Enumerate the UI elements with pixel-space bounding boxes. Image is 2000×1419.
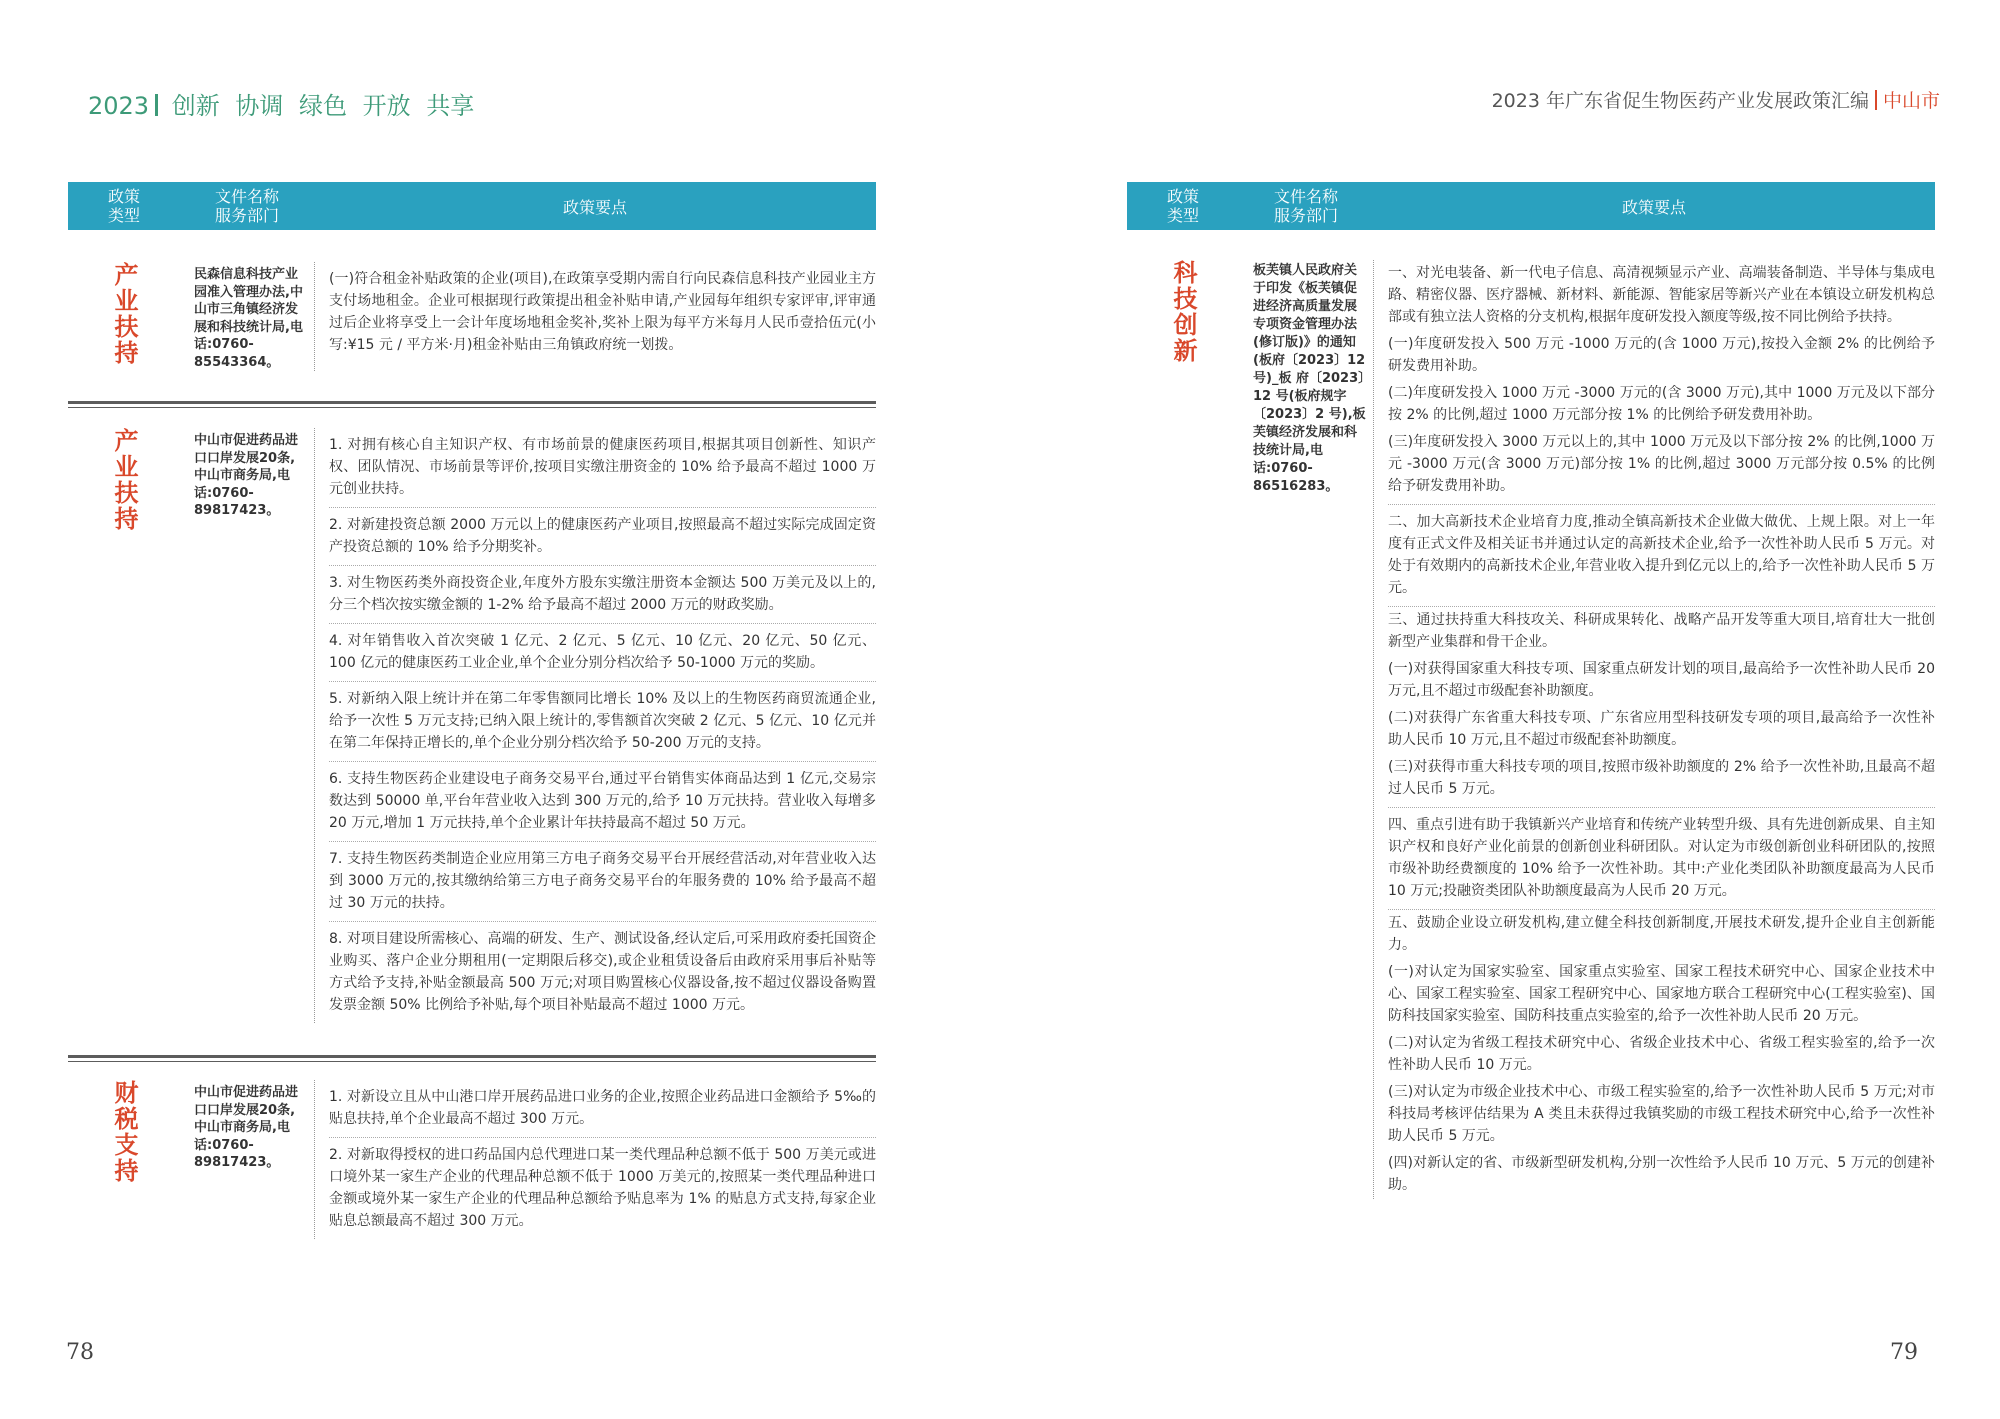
policy-point: 二、加大高新技术企业培育力度,推动全镇高新技术企业做大做优、上规上限。对上一年度有正式文件及相关证书并通过认定的高新技术企业,给予一次性补助人民币 5 万元。对处于有效期内的高新技术企业,年营业收入提升到亿元以上的,给予一次性补助人民币 5 万元。 [1388, 505, 1935, 607]
policy-point: 五、鼓励企业设立研发机构,建立健全科技创新制度,开展技术研发,提升企业自主创新能力。 [1388, 915, 1935, 953]
policy-point: 一、对光电装备、新一代电子信息、高清视频显示产业、高端装备制造、半导体与集成电路、精密仪器、医疗器械、新材料、新能源、智能家居等新兴产业在本镇设立研发机构总部或有独立法人资格的分支机构,根据年度研发投入额度等级,按不同比例给予扶持。 [1388, 265, 1935, 325]
policy-point: (三)对获得市重大科技专项的项目,按照市级补助额度的 2% 给予一次性补助,且最高不超过人民币 5 万元。 [1388, 754, 1935, 808]
slogan-word: 协调 [235, 92, 284, 120]
header-book-title: 2023 年广东省促生物医药产业发展政策汇编 [1491, 90, 1869, 112]
policy-point: (一)对获得国家重大科技专项、国家重点研发计划的项目,最高给予一次性补助人民币 20 万元,且不超过市级配套补助额度。 [1388, 661, 1935, 699]
file-name: 板芙镇人民政府关于印发《板芙镇促进经济高质量发展专项资金管理办法(修订版)》的通知(板府〔2023〕12 号)_板 府〔2023〕12 号(板府规字〔2023〕2 号),板芙镇经济发展和科技统计局,电话:0760-86516283。 [1253, 263, 1366, 494]
policy-type-cell [68, 262, 180, 371]
policy-group [68, 262, 876, 389]
header-slogan [172, 92, 483, 120]
policy-point: (一)符合租金补贴政策的企业(项目),在政策享受期内需自行向民森信息科技产业园业主方支付场地租金。企业可根据现行政策提出租金补贴申请,产业园每年组织专家评审,评审通过后企业将享受上一会计年度场地租金奖补,奖补上限为每平方米每月人民币壹拾伍元(小写:¥15 元 / 平方米·月)租金补贴由三角镇政府统一划拨。 [329, 271, 876, 353]
header-policy-type: 政策 类型 [107, 187, 140, 225]
header-file-name: 文件名称 服务部门 [214, 187, 279, 225]
policy-point: (一)对认定为国家实验室、国家重点实验室、国家工程技术研究中心、国家企业技术中心、国家工程实验室、国家工程研究中心、国家地方联合工程研究中心(工程实验室)、国防科技国家实验室、国防科技重点实验室的,给予一次性补助人民币 20 万元。 [1388, 964, 1935, 1024]
policy-point: 2. 对新建投资总额 2000 万元以上的健康医药产业项目,按照最高不超过实际完成固定资产投资总额的 10% 给予分期奖补。 [329, 508, 876, 566]
policy-point: 1. 对拥有核心自主知识产权、有市场前景的健康医药项目,根据其项目创新性、知识产权、团队情况、市场前景等评价,按项目实缴注册资金的 10% 给予最高不超过 1000 万元创业扶持。 [329, 428, 876, 508]
header-city: 中山市 [1882, 90, 1940, 112]
policy-point: 6. 支持生物医药企业建设电子商务交易平台,通过平台销售实体商品达到 1 亿元,交易宗数达到 50000 单,平台年营业收入达到 300 万元的,给予 10 万元扶持。营业收入每增多 20 万元,增加 1 万元扶持,单个企业累计年扶持最高不超过 50 万元。 [329, 762, 876, 842]
header-policy-type: 政策 类型 [1166, 187, 1199, 225]
page-number-left: 78 [66, 1340, 94, 1365]
policy-points [314, 262, 876, 371]
policy-type: 产业扶持 [110, 428, 138, 532]
policy-point: 5. 对新纳入限上统计并在第二年零售额同比增长 10% 及以上的生物医药商贸流通企业,给予一次性 5 万元支持;已纳入限上统计的,零售额首次突破 2 亿元、5 亿元、10 亿元并在第二年保持正增长的,单个企业分别分档次给予 50-200 万元的支持。 [329, 682, 876, 762]
slogan-word: 共享 [426, 92, 475, 120]
file-name: 中山市促进药品进口口岸发展20条,中山市商务局,电话:0760-89817423。 [194, 433, 299, 518]
header-divider [155, 94, 158, 116]
header-file-name: 文件名称 服务部门 [1273, 187, 1338, 225]
policy-group [1127, 260, 1935, 1199]
file-name: 中山市促进药品进口口岸发展20条,中山市商务局,电话:0760-89817423。 [194, 1085, 299, 1170]
file-name: 民森信息科技产业园准入管理办法,中山市三角镇经济发展和科技统计局,电话:0760-85543364。 [194, 267, 303, 370]
policy-type-cell [68, 1080, 180, 1239]
table-header [1127, 182, 1935, 230]
header-policy-points: 政策要点 [562, 197, 627, 217]
policy-group [68, 401, 876, 1041]
policy-points [314, 428, 876, 1023]
header-year: 2023 [88, 92, 150, 120]
policy-point: (三)年度研发投入 3000 万元以上的,其中 1000 万元及以下部分按 2% 的比例,1000 万元 -3000 万元(含 3000 万元)部分按 1% 的比例,超过 3000 万元部分按 0.5% 的比例给予研发费用补助。 [1388, 429, 1935, 505]
policy-point: 3. 对生物医药类外商投资企业,年度外方股东实缴注册资本金额达 500 万美元及以上的,分三个档次按实缴金额的 1-2% 给予最高不超过 2000 万元的财政奖励。 [329, 566, 876, 624]
policy-type-cell [68, 428, 180, 1023]
page-number-right: 79 [1890, 1340, 1918, 1365]
policy-point: 四、重点引进有助于我镇新兴产业培育和传统产业转型升级、具有先进创新成果、自主知识产权和良好产业化前景的创新创业科研团队。对认定为市级创新创业科研团队的,按照市级补助经费额度的 10% 给予一次性补助。其中:产业化类团队补助额度最高为人民币 10 万元;投融资类团队补助额度最高为人民币 20 万元。 [1388, 808, 1935, 910]
left-page [68, 182, 876, 1239]
policy-type: 财税支持 [110, 1080, 138, 1184]
policy-group [68, 1055, 876, 1239]
slogan-word: 创新 [171, 92, 220, 120]
slogan-word: 绿色 [299, 92, 347, 120]
policy-points [314, 1080, 876, 1239]
policy-point: (二)对获得广东省重大科技专项、广东省应用型科技研发专项的项目,最高给予一次性补助人民币 10 万元,且不超过市级配套补助额度。 [1388, 710, 1935, 748]
policy-type-cell [1127, 260, 1239, 1199]
table-header [68, 182, 876, 230]
policy-point: (三)对认定为市级企业技术中心、市级工程实验室的,给予一次性补助人民币 5 万元;对市科技局考核评估结果为 A 类且未获得过我镇奖励的市级工程技术研究中心,给予一次性补助人民币 5 万元。 [1388, 1084, 1935, 1144]
header-policy-points: 政策要点 [1621, 197, 1686, 217]
right-page [1127, 182, 1935, 1199]
policy-point: (一)年度研发投入 500 万元 -1000 万元的(含 1000 万元),按投入金额 2% 的比例给予研发费用补助。 [1388, 336, 1935, 374]
policy-point: 8. 对项目建设所需核心、高端的研发、生产、测试设备,经认定后,可采用政府委托国资企业购买、落户企业分期租用(一定期限后移交),或企业租赁设备后由政府采用事后补贴等方式给予支持,补贴金额最高 500 万元;对项目购置核心仪器设备,按不超过仪器设备购置发票金额 50% 比例给予补贴,每个项目补贴最高不超过 1000 万元。 [329, 931, 876, 1013]
running-header-right [1492, 86, 1940, 113]
slogan-word: 开放 [362, 92, 411, 120]
policy-point: 4. 对年销售收入首次突破 1 亿元、2 亿元、5 亿元、10 亿元、20 亿元、50 亿元、100 亿元的健康医药工业企业,单个企业分别分档次给予 50-1000 万元的奖励。 [329, 624, 876, 682]
policy-type: 产业扶持 [110, 262, 138, 366]
policy-point: 2. 对新取得授权的进口药品国内总代理进口某一类代理品种总额不低于 500 万美元或进口境外某一家生产企业的代理品种总额不低于 1000 万美元的,按照某一类代理品种进口金额或境外某一家生产企业的代理品种总额给予贴息率为 1% 的贴息方式支持,每家企业贴息总额最高不超过 300 万元。 [329, 1147, 876, 1229]
policy-point: 三、通过扶持重大科技攻关、科研成果转化、战略产品开发等重大项目,培育壮大一批创新型产业集群和骨干企业。 [1388, 612, 1935, 650]
running-header-left [88, 86, 482, 121]
policy-point: (二)年度研发投入 1000 万元 -3000 万元的(含 3000 万元),其中 1000 万元及以下部分按 2% 的比例,超过 1000 万元部分按 1% 的比例给予研发费用补助。 [1388, 385, 1935, 423]
policy-point: 1. 对新设立且从中山港口岸开展药品进口业务的企业,按照企业药品进口金额给予 5‰的贴息扶持,单个企业最高不超过 300 万元。 [329, 1080, 876, 1138]
policy-type: 科技创新 [1169, 260, 1197, 364]
policy-point: (四)对新认定的省、市级新型研发机构,分别一次性给予人民币 10 万元、5 万元的创建补助。 [1388, 1155, 1935, 1193]
policy-point: 7. 支持生物医药类制造企业应用第三方电子商务交易平台开展经营活动,对年营业收入达到 3000 万元的,按其缴纳给第三方电子商务交易平台的年服务费的 10% 给予最高不超过 30 万元的扶持。 [329, 842, 876, 922]
policy-point: (二)对认定为省级工程技术研究中心、省级企业技术中心、省级工程实验室的,给予一次性补助人民币 10 万元。 [1388, 1035, 1935, 1073]
policy-points [1373, 260, 1935, 1199]
header-divider [1875, 90, 1877, 110]
